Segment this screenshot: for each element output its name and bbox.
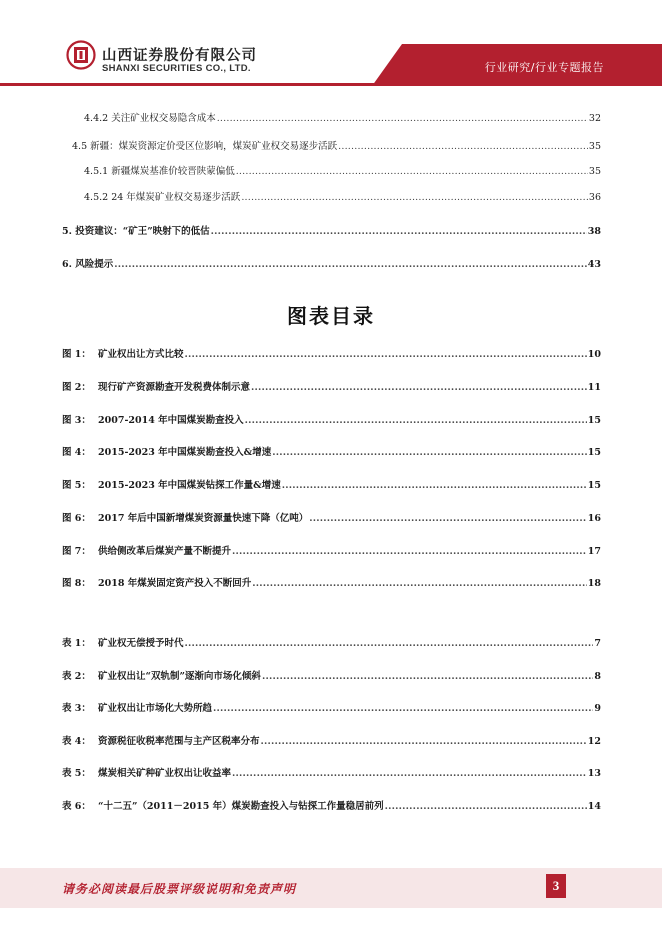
entry-title: 煤炭相关矿种矿业权出让收益率 (98, 768, 232, 779)
entry-page: 12 (587, 736, 601, 747)
dot-leader (282, 480, 587, 491)
header-divider (0, 83, 662, 86)
entry-page: 15 (587, 415, 601, 426)
entry-page: 14 (587, 801, 601, 812)
toc-entry[interactable]: 5. 投资建议：“矿王”映射下的低估 ..... 38 (62, 223, 601, 237)
entry-label: 表 2： (62, 671, 91, 682)
entry-page: 11 (587, 382, 601, 393)
dot-leader (213, 703, 593, 714)
figure-index-entry[interactable] (62, 510, 601, 524)
footer-disclaimer[interactable]: 请务必阅读最后股票评级说明和免责声明 (62, 882, 297, 896)
table-index-entry[interactable] (62, 700, 601, 714)
toc-entry[interactable]: 4.4.2 关注矿业权交易隐含成本 ..... 32 (84, 110, 601, 124)
entry-page: 13 (587, 768, 601, 779)
dot-leader (232, 768, 587, 779)
entry-page: 15 (587, 480, 601, 491)
entry-page: 17 (587, 546, 601, 557)
entry-page: 18 (587, 578, 601, 589)
entry-label: 表 4： (62, 736, 91, 747)
table-index-entry[interactable] (62, 635, 601, 649)
entry-label: 表 6： (62, 801, 91, 812)
entry-page: 10 (587, 349, 601, 360)
company-name-cn: 山西证券股份有限公司 (102, 48, 257, 64)
chart-index-title: 图表目录 (287, 304, 375, 328)
page-header (0, 0, 662, 92)
entry-title: 2015-2023 年中国煤炭勘查投入&增速 (98, 447, 272, 458)
entry-page: 7 (594, 638, 601, 649)
entry-label: 图 1： (62, 349, 91, 360)
dot-leader (272, 447, 587, 458)
toc-entry[interactable]: 4.5.2 24 年煤炭矿业权交易逐步活跃 ..... 36 (84, 189, 601, 203)
company-name-en: SHANXI SECURITIES CO., LTD. (102, 63, 251, 74)
entry-title: 2015-2023 年中国煤炭钻探工作量&增速 (98, 480, 281, 491)
toc-entry[interactable]: 4.5 新疆：煤炭资源定价受区位影响，煤炭矿业权交易逐步活跃 ..... 35 (72, 138, 601, 152)
entry-label: 表 1： (62, 638, 91, 649)
dot-leader (232, 546, 587, 557)
company-logo-icon (66, 40, 96, 70)
table-index-entry[interactable] (62, 765, 601, 779)
entry-title: 矿业权无偿授予时代 (98, 638, 184, 649)
table-index-entry[interactable] (62, 798, 601, 812)
entry-title: 供给侧改革后煤炭产量不断提升 (98, 546, 232, 557)
entry-label: 表 3： (62, 703, 91, 714)
entry-page: 15 (587, 447, 601, 458)
entry-title: 矿业权出让方式比较 (98, 349, 184, 360)
table-index-entry[interactable] (62, 668, 601, 682)
dot-leader (385, 801, 587, 812)
dot-leader (245, 415, 587, 426)
page-number: 3 (546, 874, 566, 898)
figure-index-entry[interactable] (62, 346, 601, 360)
toc-entry[interactable]: 4.5.1 新疆煤炭基准价较晋陕蒙偏低 ..... 35 (84, 163, 601, 177)
dot-leader (261, 736, 587, 747)
entry-page: 8 (594, 671, 601, 682)
figure-index-entry[interactable] (62, 412, 601, 426)
entry-label: 图 6： (62, 513, 91, 524)
dot-leader (185, 349, 587, 360)
figure-index-entry[interactable] (62, 477, 601, 491)
entry-title: “十二五”（2011－2015 年）煤炭勘查投入与钻探工作量稳居前列 (98, 801, 384, 812)
entry-title: 矿业权出让市场化大势所趋 (98, 703, 213, 714)
figure-index-entry[interactable] (62, 575, 601, 589)
dot-leader (252, 578, 587, 589)
dot-leader (185, 638, 594, 649)
entry-page: 9 (594, 703, 601, 714)
toc-entry[interactable]: 6. 风险提示 ..... 43 (62, 256, 601, 270)
entry-label: 图 7： (62, 546, 91, 557)
figure-index-entry[interactable] (62, 444, 601, 458)
entry-title: 现行矿产资源勘查开发税费体制示意 (98, 382, 251, 393)
entry-label: 图 3： (62, 415, 91, 426)
entry-label: 图 8： (62, 578, 91, 589)
entry-title: 资源税征收税率范围与主产区税率分布 (98, 736, 260, 747)
entry-label: 图 2： (62, 382, 91, 393)
dot-leader (309, 513, 587, 524)
entry-label: 图 5： (62, 480, 91, 491)
entry-title: 2007-2014 年中国煤炭勘查投入 (98, 415, 244, 426)
entry-title: 2017 年后中国新增煤炭资源量快速下降（亿吨） (98, 513, 309, 524)
entry-title: 矿业权出让“双轨制”逐渐向市场化倾斜 (98, 671, 261, 682)
dot-leader (251, 382, 587, 393)
entry-label: 图 4： (62, 447, 91, 458)
figure-index-entry[interactable] (62, 379, 601, 393)
entry-title: 2018 年煤炭固定资产投入不断回升 (98, 578, 252, 589)
figure-index-entry[interactable] (62, 543, 601, 557)
entry-label: 表 5： (62, 768, 91, 779)
table-index-entry[interactable] (62, 733, 601, 747)
dot-leader (262, 671, 593, 682)
entry-page: 16 (587, 513, 601, 524)
report-type-label: 行业研究/行业专题报告 (484, 61, 604, 74)
